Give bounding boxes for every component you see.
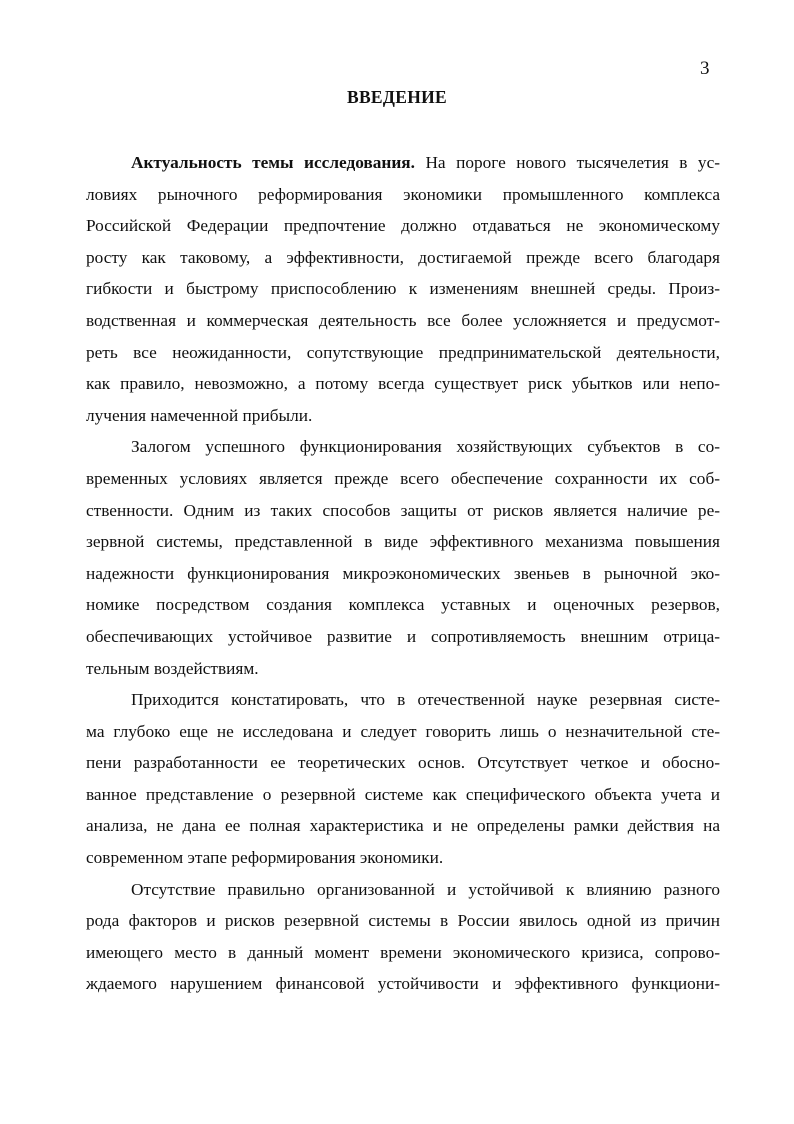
- text-line: анализа, не дана ее полная характеристика и не определены рамки действия на: [86, 816, 720, 836]
- text-line: пени разработанности ее теоретических основ. Отсутствует четкое и обосно-: [86, 753, 720, 773]
- text-line: временных условиях является прежде всего обеспечение сохранности их соб-: [86, 468, 720, 488]
- text-line-content: На пороге нового тысячелетия в ус-: [414, 153, 720, 172]
- text-line: ловиях рыночного реформирования экономики промышленного комплекса: [86, 184, 720, 204]
- paragraph-2: [86, 431, 720, 684]
- paragraph-1: [86, 147, 720, 431]
- page-title: ВВЕДЕНИЕ: [346, 87, 448, 107]
- paragraph-lead: Актуальность темы исследования.: [131, 153, 415, 172]
- text-line: тельным воздействиям.: [86, 658, 259, 678]
- text-line: современном этапе реформирования экономики.: [86, 848, 444, 868]
- body-text: [86, 147, 720, 1000]
- text-line: лучения намеченной прибыли.: [86, 405, 313, 425]
- text-line: номике посредством создания комплекса уставных и оценочных резервов,: [86, 595, 720, 615]
- text-line: [86, 147, 720, 179]
- text-line: реть все неожиданности, сопутствующие предпринимательской деятельности,: [86, 342, 720, 362]
- page-number: 3: [700, 58, 710, 79]
- text-line: гибкости и быстрому приспособлению к изменениям внешней среды. Произ-: [86, 279, 720, 299]
- text-line: как правило, невозможно, а потому всегда существует риск убытков или непо-: [86, 374, 720, 394]
- text-line: Приходится констатировать, что в отечественной науке резервная систе-: [131, 690, 720, 710]
- text-line: ма глубоко еще не исследована и следует говорить лишь о незначительной сте-: [86, 721, 720, 741]
- paragraph-4: [86, 874, 720, 1000]
- paragraph-3: [86, 684, 720, 874]
- text-line: ственности. Одним из таких способов защиты от рисков является наличие ре-: [86, 500, 720, 520]
- text-line: водственная и коммерческая деятельность все более усложняется и предусмот-: [86, 310, 720, 330]
- text-line: имеющего место в данный момент времени экономического кризиса, сопрово-: [86, 942, 720, 962]
- text-line: Отсутствие правильно организованной и устойчивой к влиянию разного: [131, 879, 720, 899]
- text-line: ванное представление о резервной системе как специфического объекта учета и: [86, 784, 720, 804]
- text-line: ждаемого нарушением финансовой устойчивости и эффективного функциони-: [86, 974, 720, 994]
- text-line: Залогом успешного функционирования хозяйствующих субъектов в со-: [131, 437, 720, 457]
- text-line: зервной системы, представленной в виде эффективного механизма повышения: [86, 532, 720, 552]
- text-line: Российской Федерации предпочтение должно отдаваться не экономическому: [86, 216, 720, 236]
- text-line: надежности функционирования микроэкономических звеньев в рыночной эко-: [86, 563, 720, 583]
- text-line: росту как таковому, а эффективности, достигаемой прежде всего благодаря: [86, 247, 720, 267]
- text-line: обеспечивающих устойчивое развитие и сопротивляемость внешним отрица-: [86, 626, 720, 646]
- text-line: рода факторов и рисков резервной системы в России явилось одной из причин: [86, 911, 720, 931]
